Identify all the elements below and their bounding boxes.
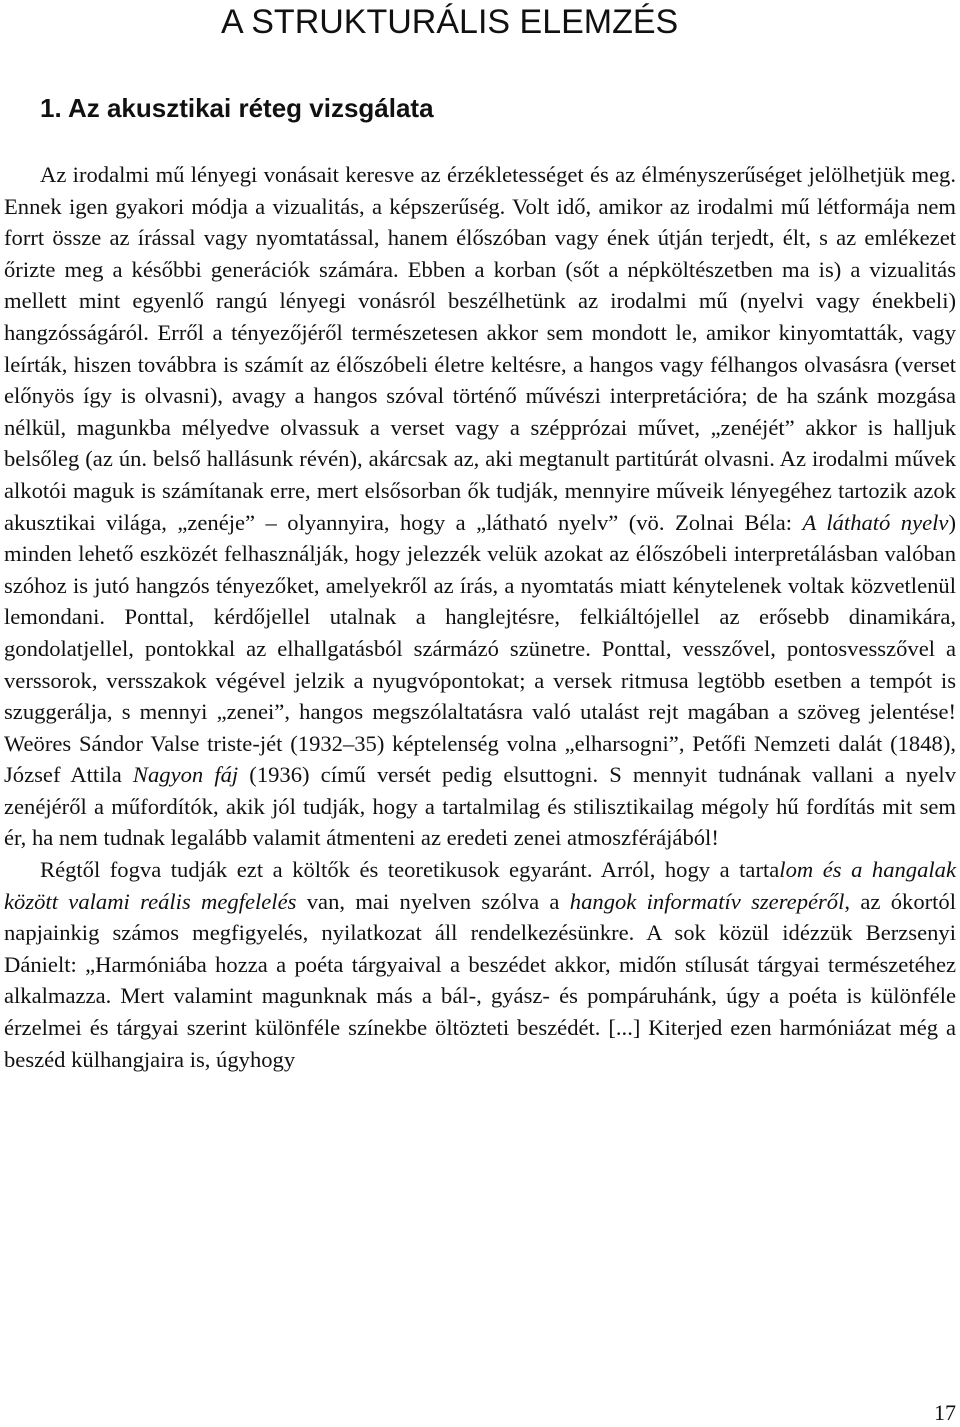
paragraph-1-italic-2: Nagyon fáj: [132, 762, 239, 788]
paragraph-1-text-2: ) minden lehető eszközét felhasználják, hogy jelezzék velük azokat az élőszóbeli interpretálásban valóban szóhoz is jutó hangzós tényezőket, amelyekről az írás, a nyomtatás miatt kénytelenek voltak közvetlenül lemondani. Ponttal, kérdőjellel utalnak a hanglejtésre, felkiáltójellel az erősebb dinamikára, gondolatjellel, pontokkal az elhallgatásból szármázó szünetre. Ponttal, vesszővel, pontosvesszővel a verssorok, versszakok végével jelzik a nyugvópontokat; a versek ritmusa legtöbb esetben a tempót is szuggerálja, s mennyi „zenei”, hangos megszólaltatásra való utalást rejt magában a szöveg jelentése! Weöres Sándor Valse triste-jét (1932–35) képtelenség volna „elharsogni”, Petőfi Nemzeti dalát (1848), József Attila: [4, 509, 956, 788]
paragraph-1-italic-1: A látható nyelv: [802, 509, 949, 535]
paragraph-2-italic-2: hangok informatív szerepéről: [569, 888, 845, 914]
page-number: 17: [934, 1400, 956, 1425]
paragraph-2-text-2: van, mai nyelven szólva a: [296, 888, 570, 914]
paragraph-1-text-3: (1936) című versét pedig elsuttogni. S mennyit tudnának vallani a nyelv zenéjéről a műfordítók, akik jól tudják, hogy a tartalmilag és stilisztikailag mégoly hű fordítás mit sem ér, ha nem tudnak legalább valamit átmenteni az eredeti zenei atmoszférájából!: [4, 762, 956, 851]
section-heading: 1. Az akusztikai réteg vizsgálata: [40, 93, 434, 123]
paragraph-2-text-1: Régtől fogva tudják ezt a költők és teoretikusok egyaránt. Arról, hogy a tarta: [40, 857, 780, 883]
body-text: [4, 159, 956, 1075]
paragraph-2: [4, 854, 956, 1075]
paragraph-2-text-3: , az ókortól napjainkig számos megfigyelés, nyilatkozat áll rendelkezésünkre. A sok közül idézzük Berzsenyi Dánielt: „Harmóniába hozza a poéta tárgyaival a beszédet akkor, midőn stílusát tárgyai természetéhez alkalmazza. Mert valamint magunknak más a bál-, gyász- és pompáruhánk, úgy a poéta is különféle érzelmei és tárgyai szerint különféle színekbe öltözteti beszédét. [...] Kiterjed ezen harmóniázat még a beszéd külhangjaira is, úgyhogy: [4, 888, 957, 1072]
paragraph-1-text-1: Az irodalmi mű lényegi vonásait keresve az érzékletességet és az élményszerűséget jelölhetjük meg. Ennek igen gyakori módja a vizualitás, a képszerűség. Volt idő, amikor az irodalmi mű létformája nem forrt össze az írással vagy nyomtatással, hanem élőszóban vagy ének útján terjedt, élt, s az emlékezet őrizte meg a későbbi generációk számára. Ebben a korban (sőt a népköltészetben ma is) a vizualitás mellett mint egyenlő rangú lényegi vonásról beszélhetünk az irodalmi mű (nyelvi vagy énekbeli) hangzósságáról. Erről a tényezőjéről természetesen akkor sem mondott le, amikor kinyomtatták, vagy leírták, hiszen továbbra is számít az élőszóbeli életre keltésre, a hangos vagy félhangos olvasásra (verset előnyös így is olvasni), avagy a hangos szóval történő művészi interpretációra; de ha szánk mozgása nélkül, magunkba mélyedve olvassuk a verset vagy a szépprózai művet, „zenéjét” akkor is halljuk belsőleg (az ún. belső hallásunk révén), akárcsak az, aki megtanult partitúrát olvasni. Az irodalmi művek alkotói maguk is számítanak erre, mert elsősorban ők tudják, mennyire műveik lényegéhez tartozik azok akusztikai világa, „zenéje” – olyannyira, hogy a „látható nyelv” (vö. Zolnai Béla:: [4, 162, 956, 535]
page-title: A STRUKTURÁLIS ELEMZÉS: [221, 3, 679, 41]
paragraph-1: [4, 159, 956, 854]
paragraph-2-italic-1: lom és a hangalak között valami reális megfelelés: [4, 857, 956, 914]
